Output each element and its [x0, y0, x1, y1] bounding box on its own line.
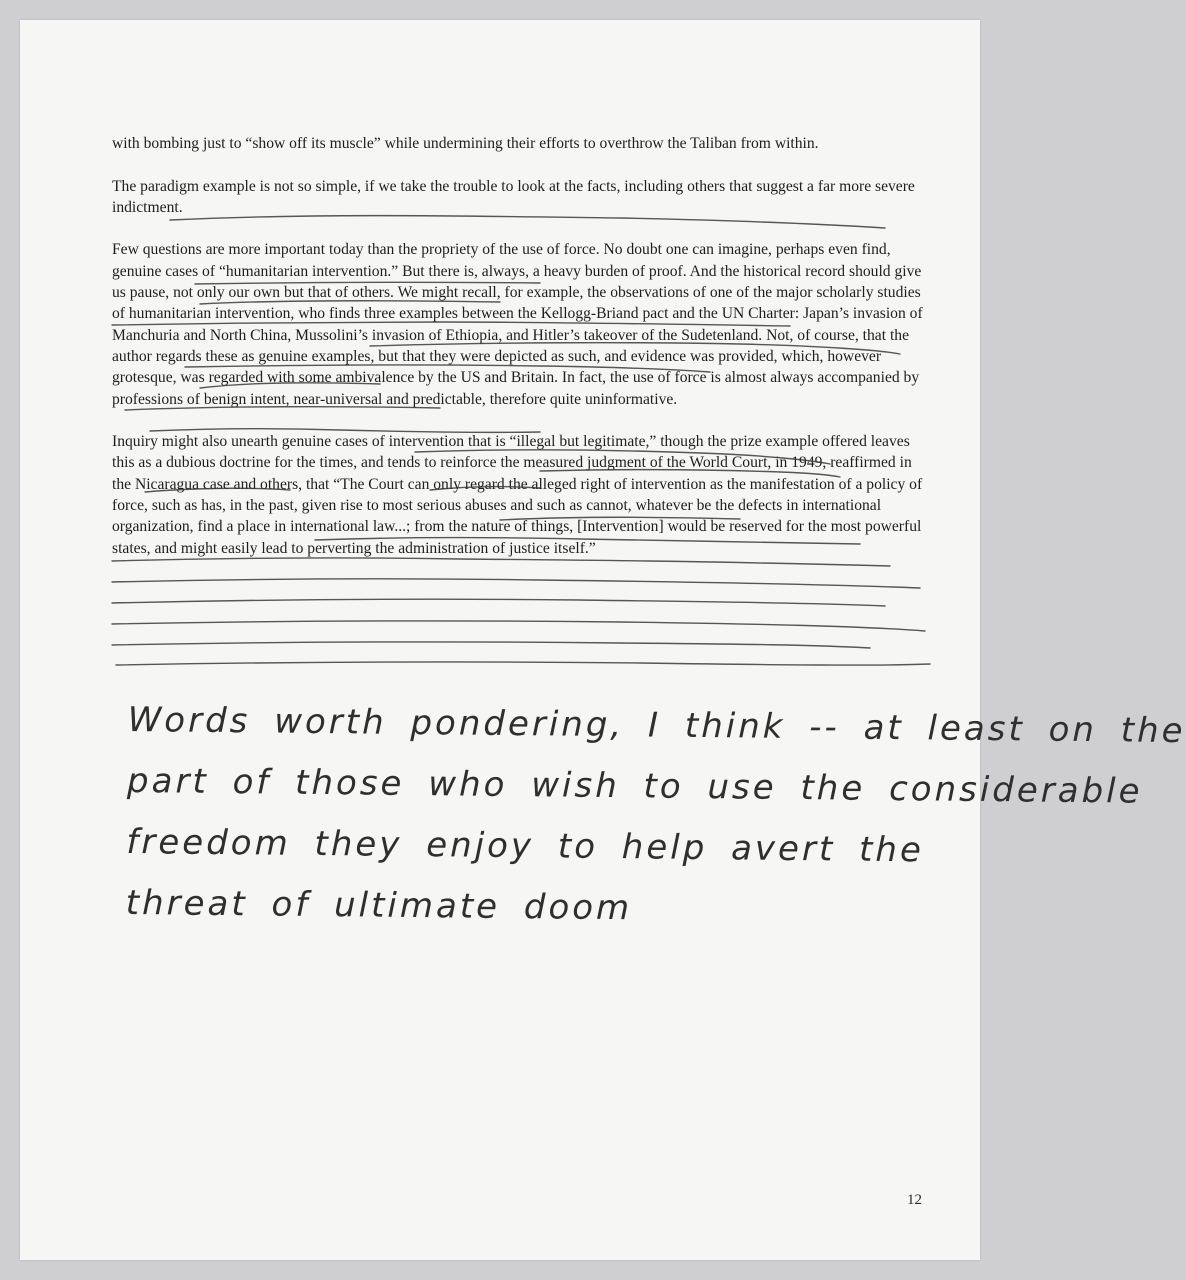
- underline-mark: [112, 599, 885, 606]
- paragraph-2: The paradigm example is not so simple, if we take the trouble to look at the facts, including others that suggest a far more severe indictment.: [112, 177, 915, 216]
- handwritten-line-4: threat of ultimate doom: [125, 882, 633, 929]
- page-number: 12: [907, 1192, 922, 1208]
- handwritten-line-2: part of those who wish to use the considerable: [126, 760, 1143, 812]
- handwritten-line-3: freedom they enjoy to help avert the: [126, 821, 925, 871]
- paragraph-1: with bombing just to “show off its muscle” while undermining their efforts to overthrow the Taliban from within.: [112, 135, 819, 152]
- underline-mark: [112, 579, 920, 588]
- underline-mark: [112, 642, 870, 648]
- underline-mark: [116, 662, 930, 665]
- handwritten-line-1: Words worth pondering, I think -- at least on the: [127, 699, 1186, 752]
- paragraph-3: Few questions are more important today than the propriety of the use of force. No doubt one can imagine, perhaps even find, genuine cases of “humanitarian intervention.” But there is, always, a heavy burden of proof. And the historical record should give us pause, not only our own but that of others. We might recall, for example, the observations of one of the major scholarly studies of humanitarian intervention, who finds three examples between the Kellogg-Briand pact and the UN Charter: Japan’s invasion of Manchuria and North China, Mussolini’s invasion of Ethiopia, and Hitler’s takeover of the Sudetenland. Not, of course, that the author regards these as genuine examples, but that they were depicted as such, and evidence was provided, which, however grotesque, was regarded with some ambivalence by the US and Britain. In fact, the use of force is almost always accompanied by professions of benign intent, near-universal and predictable, therefore quite uninformative.: [112, 241, 923, 408]
- paragraph-4: Inquiry might also unearth genuine cases of intervention that is “illegal but legitimate,” though the prize example offered leaves this as a dubious doctrine for the times, and tends to reinforce the measured judgment of the World Court, in 1949, reaffirmed in the Nicaragua case and others, that “The Court can only regard the alleged right of intervention as the manifestation of a policy of force, such as has, in the past, given rise to most serious abuses and such as cannot, whatever be the defects in international organization, find a place in international law...; from the nature of things, [Intervention] would be reserved for the most powerful states, and might easily lead to perverting the administration of justice itself.”: [112, 433, 923, 557]
- underline-mark: [112, 621, 925, 631]
- typed-text-body: [112, 133, 927, 580]
- document-page: [20, 20, 1186, 1260]
- handwritten-note: [125, 690, 1186, 942]
